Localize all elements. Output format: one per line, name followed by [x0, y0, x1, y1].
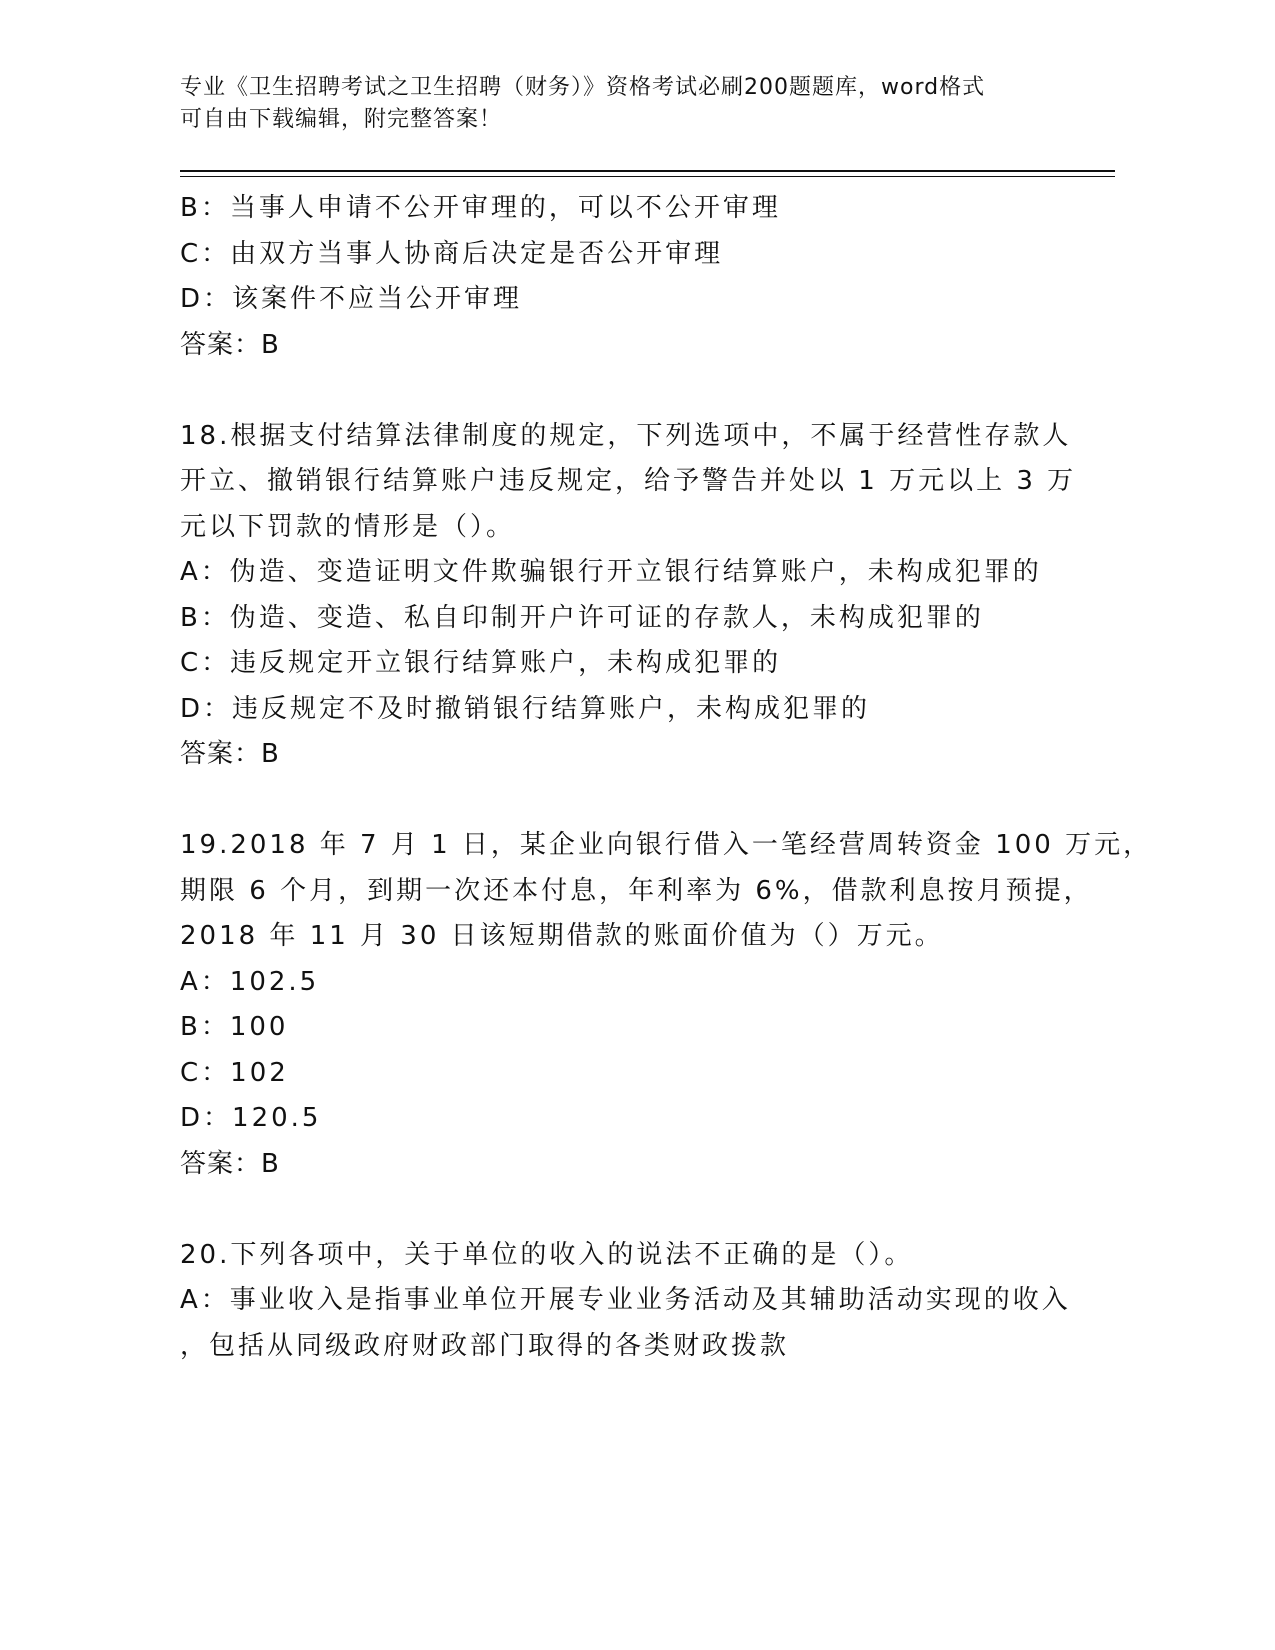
header-line-2: 可自由下载编辑，附完整答案！ — [180, 107, 503, 132]
option-d: D：该案件不应当公开审理 — [180, 284, 523, 314]
option-b: B：伪造、变造、私自印制开户许可证的存款人，未构成犯罪的 — [180, 602, 984, 633]
option-c: C：由双方当事人协商后决定是否公开审理 — [180, 238, 724, 269]
option-c: C：102 — [180, 1057, 289, 1088]
option-c: C：违反规定开立银行结算账户，未构成犯罪的 — [180, 648, 782, 678]
question-17-tail — [180, 186, 1080, 368]
option-d: D：120.5 — [180, 1103, 322, 1133]
question-stem-line: 19.2018 年 7 月 1 日，某企业向银行借入一笔经营周转资金 100 万元， — [180, 830, 1153, 860]
spacer — [180, 778, 1080, 824]
question-stem-line: 18.根据支付结算法律制度的规定，下列选项中，不属于经营性存款人 — [180, 420, 1072, 451]
option-b: B：当事人申请不公开审理的，可以不公开审理 — [180, 193, 781, 223]
answer: 答案：B — [180, 1148, 280, 1179]
answer: 答案：B — [180, 329, 280, 360]
question-20 — [180, 1233, 1080, 1370]
header-divider-thin — [180, 176, 1115, 177]
question-19 — [180, 823, 1153, 1187]
header-line-1: 专业《卫生招聘考试之卫生招聘（财务）》资格考试必刷200题题库，word格式 — [180, 75, 986, 100]
question-stem-line: 开立、撤销银行结算账户违反规定，给予警告并处以 1 万元以上 3 万 — [180, 466, 1077, 496]
spacer — [180, 1187, 1080, 1233]
question-stem-line: 20.下列各项中，关于单位的收入的说法不正确的是（）。 — [180, 1239, 914, 1270]
spacer — [180, 368, 1080, 414]
document-header — [180, 72, 1060, 136]
header-divider-thick — [180, 170, 1115, 172]
question-stem-line: 元以下罚款的情形是（）。 — [180, 511, 516, 542]
question-stem-line: 期限 6 个月，到期一次还本付息，年利率为 6%，借款利息按月预提， — [180, 875, 1093, 906]
option-d: D：违反规定不及时撤销银行结算账户，未构成犯罪的 — [180, 693, 871, 724]
question-content — [180, 186, 1153, 1369]
option-a: A：伪造、变造证明文件欺骗银行开立银行结算账户，未构成犯罪的 — [180, 557, 1042, 587]
option-a: A：事业收入是指事业单位开展专业业务活动及其辅助活动实现的收入 — [180, 1285, 1071, 1315]
question-18 — [180, 414, 1080, 778]
option-a: A：102.5 — [180, 966, 320, 997]
answer: 答案：B — [180, 739, 280, 769]
question-stem-line: 2018 年 11 月 30 日该短期借款的账面价值为（）万元。 — [180, 921, 944, 951]
option-b: B：100 — [180, 1012, 289, 1042]
option-a-continued: ，包括从同级政府财政部门取得的各类财政拨款 — [180, 1330, 790, 1361]
